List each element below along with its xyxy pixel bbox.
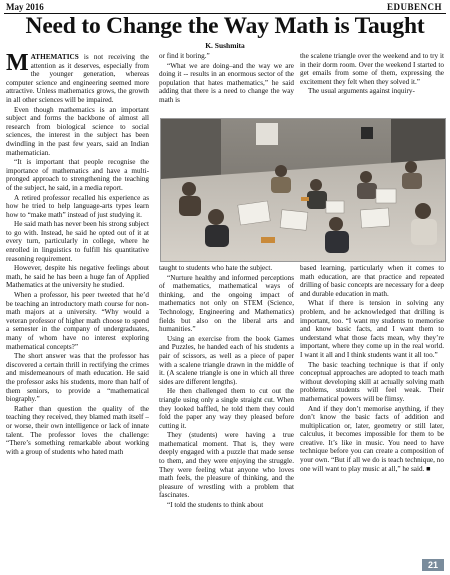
paragraph: However, despite his negative feelings about math, he said he has been a huge fan of Applied Mathematics at the university he studied. bbox=[6, 264, 149, 290]
paragraph: Rather than question the quality of the teaching they received, they blamed math itself – or worse, their own intelligence or lack of innate talent. The professor loves the challenge: “There’s something remarkable about working with a group of students who hated math bbox=[6, 404, 149, 456]
article-byline: K. Sushmita bbox=[205, 41, 245, 50]
issue-date: May 2016 bbox=[6, 2, 44, 12]
paragraph: And if they don’t memorise anything, if they don’t know the basic facts of addition and multiplication or, later, geometry or still later, calculus, it becomes impossible for them to be creative. It’s like in music. You need to have technique before you can create a composition of your own. “But if all we do is teach technique, no one will want to play music at all,” he said. ■ bbox=[300, 404, 444, 473]
column-2-top bbox=[159, 52, 294, 116]
paragraph: A retired professor recalled his experience as how he tried to help language-arts types learn how to “make math” instead of just studying it. bbox=[6, 193, 149, 219]
paragraph: Even though mathematics is an important subject and forms the backbone of almost all research from biological science to social sciences, the interest in the subject has been dwindling in the past few years, said an Indian mathematician. bbox=[6, 105, 149, 157]
paragraph: He said math has never been his strong subject to go with. Instead, he said he opted out of it at every turn, particularly in college, where he enrolled in linguistics to fulfill his quantitative reasoning requirement. bbox=[6, 220, 149, 263]
paragraph: based learning, particularly when it comes to math education, are that practice and repeated drilling of basic concepts are necessary for a deep and durable education in math. bbox=[300, 264, 444, 298]
lead-caps: ATHEMATICS bbox=[30, 53, 79, 61]
lead-text: is not receiving the attention as it deserves, especially from the younger generation, whereas computer science and engineering seemed more attractive. Unless mathematics grows, the growth in all other sciences will be impaired. bbox=[6, 53, 149, 104]
paragraph: The basic teaching technique is that if only conceptual approaches are adopted to teach math without developing skill at actually solving math problems, students will feel weak. Their mathematical powers will be flimsy. bbox=[300, 360, 444, 403]
paragraph: the scalene triangle over the weekend and to try it in their dorm room. Over the weekend I started to get emails from some of them, expressing the excitement they felt when they solved it.” bbox=[300, 52, 444, 86]
page-number: 21 bbox=[422, 559, 444, 571]
paragraph: The usual arguments against inquiry- bbox=[308, 87, 415, 96]
paragraph: What if there is tension in solving any problem, and he acknowledged that drilling is important, too. “I want my students to memorise and know basic facts, and I want them to understand what those facts mean, why they’re important, where they come up in the real world. I want it all and I think students want it all too.” bbox=[300, 299, 444, 359]
classroom-photo-illustration bbox=[161, 119, 445, 261]
classroom-photo bbox=[160, 118, 446, 262]
paragraph: Using an exercise from the book Games and Puzzles, he handed each of his students a pair of scissors, as well as a piece of paper with a scalene triangle drawn in the middle of it. (A scalene triangle is one in which all three sides are different lengths). bbox=[159, 334, 294, 386]
paragraph: taught to students who hate the subject. bbox=[159, 264, 273, 272]
paragraph: He then challenged them to cut out the triangle using only a single straight cut. When they looked baffled, he told them they could fold the paper any way they pleased before cutting it. bbox=[159, 387, 294, 430]
publication-name: EDUBENCH bbox=[386, 2, 442, 12]
paragraph: “I told the students to think about bbox=[167, 501, 264, 510]
paragraph: “What we are doing–and the way we are doing it -- results in an enormous sector of the population that hates mathematics,” he said adding that there is a need to change the way math is bbox=[159, 61, 294, 104]
paragraph: When a professor, his peer tweeted that he’d be teaching an introductory math course for non-math majors at a university. “Why would a veteran professor of higher math choose to spend a semester in the company of undergraduates, many of whom have no interest exploring mathematical concepts?” bbox=[6, 291, 149, 351]
column-3-bottom bbox=[300, 264, 444, 569]
paragraph: or find it boring.” bbox=[159, 52, 210, 60]
drop-cap: M bbox=[6, 53, 29, 76]
column-3-top bbox=[300, 52, 444, 116]
paragraph: They (students) were having a true mathematical moment. That is, they were deeply engaged with a puzzle that made sense to them, and they were enjoying the struggle. They were feeling what anyone who loves math feels, the pleasure of thinking, and the pleasure of wrestling with a problem that fascinates. bbox=[159, 431, 294, 500]
lead-paragraph bbox=[6, 53, 149, 105]
paragraph: The short answer was that the professor has discovered a certain thrill in rectifying the crimes and misdemeanours of math education. He said the professor asks his students, more than half of them seniors, to provide a “mathematical biography.” bbox=[6, 352, 149, 404]
paragraph: “It is important that people recognise the importance of mathematics and have a multi-pronged approach to strengthening the teaching of the subject, he said, in a media report. bbox=[6, 158, 149, 192]
article-title: Need to Change the Way Math is Taught bbox=[25, 13, 425, 39]
column-1 bbox=[6, 53, 149, 569]
paragraph: “Nurture healthy and informed perceptions of mathematics, mathematical ways of thinking, and the ongoing impact of mathematics not only on STEM (Science, Technology, Engineering and Mathematics) fields but also on the liberal arts and humanities.” bbox=[159, 273, 294, 334]
column-2-bottom bbox=[159, 264, 294, 569]
